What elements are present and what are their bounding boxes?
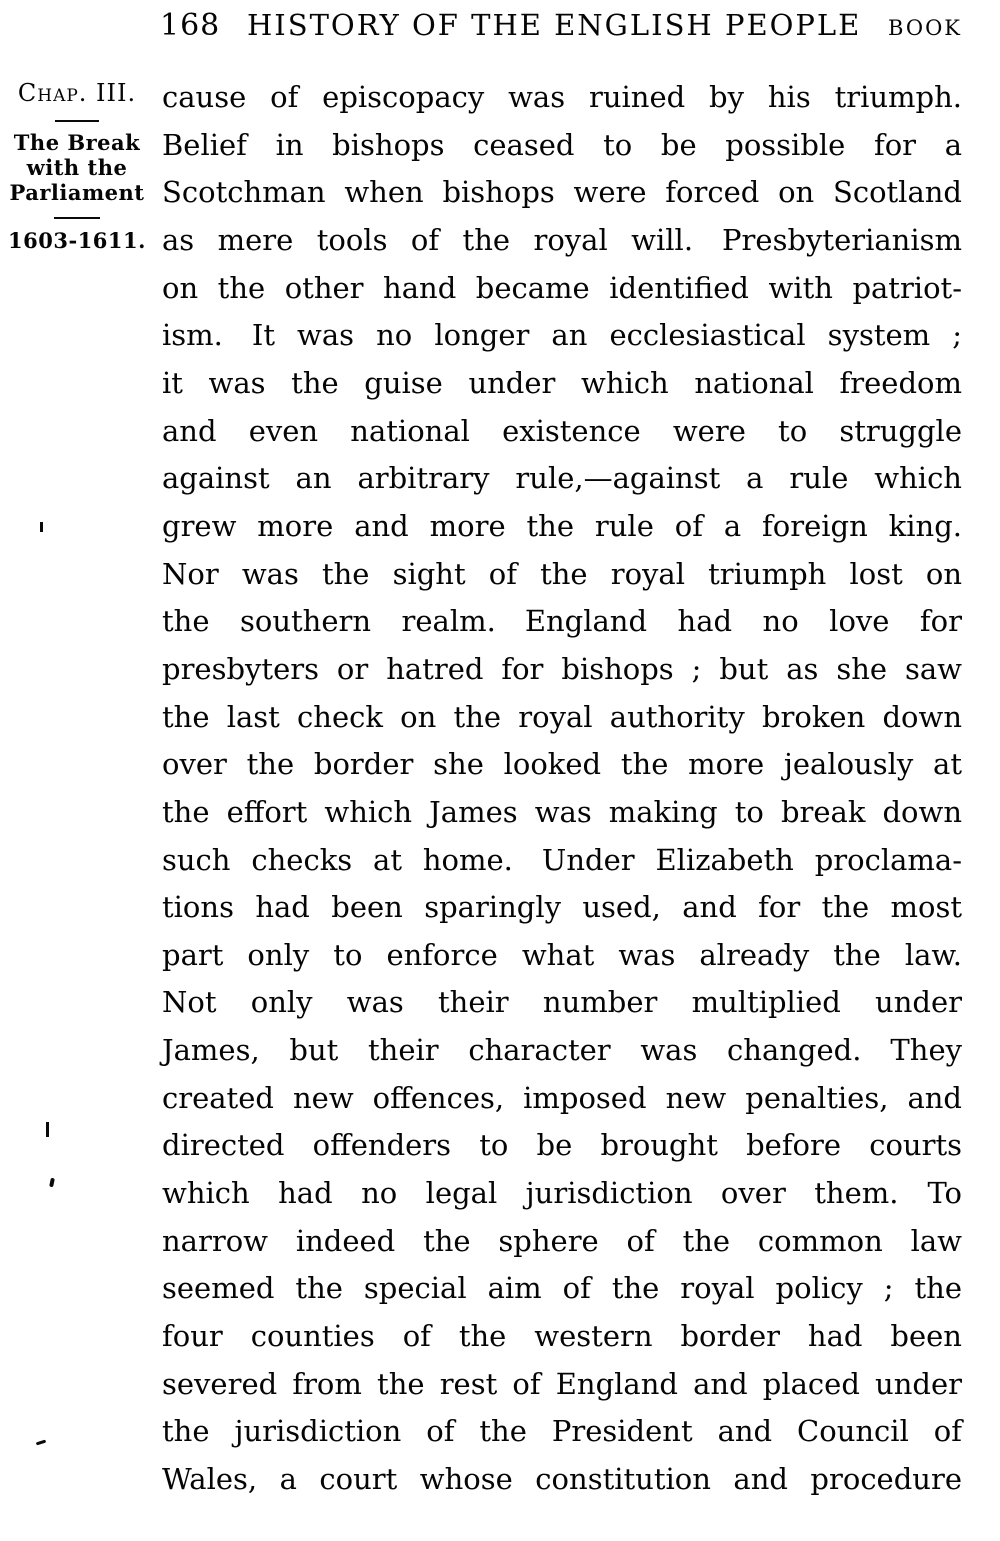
body-text-line: it was the guise under which national freedom xyxy=(162,365,962,400)
body-text-line: Scotchman when bishops were forced on Scotland xyxy=(162,175,962,210)
body-text-line: seemed the special aim of the royal policy ; the xyxy=(162,1271,962,1306)
section-title xyxy=(0,130,154,205)
body-text xyxy=(162,74,962,1504)
body-text-line: narrow indeed the sphere of the common law xyxy=(162,1223,962,1258)
body-text-line: Wales, a court whose constitution and procedure xyxy=(162,1462,962,1497)
scan-speck xyxy=(36,1440,46,1446)
scan-speck xyxy=(49,1178,55,1188)
body-text-line: and even national existence were to struggle xyxy=(162,413,962,448)
body-text-line: such checks at home. Under Elizabeth proclama- xyxy=(162,842,962,877)
body-text-line: grew more and more the rule of a foreign king. xyxy=(162,508,962,543)
page-header xyxy=(160,8,962,43)
section-title-line: The Break xyxy=(13,130,141,155)
body-text-line: Not only was their number multiplied under xyxy=(162,985,962,1020)
body-text-line: directed offenders to be brought before courts xyxy=(162,1128,962,1163)
date-range: 1603-1611. xyxy=(8,228,146,253)
page-number: 168 xyxy=(160,8,221,43)
body-text-line: Nor was the sight of the royal triumph lost on xyxy=(162,556,962,591)
section-title-line: Parliament xyxy=(9,180,145,205)
body-text-line: on the other hand became identified with patriot- xyxy=(162,270,962,305)
body-text-line: four counties of the western border had been xyxy=(162,1319,962,1354)
body-text-line: over the border she looked the more jealously at xyxy=(162,747,962,782)
body-text-line: tions had been sparingly used, and for the most xyxy=(162,890,962,925)
body-text-line: the last check on the royal authority broken down xyxy=(162,699,962,734)
book-label: BOOK xyxy=(888,16,962,40)
body-text-line: created new offences, imposed new penalties, and xyxy=(162,1080,962,1115)
scan-speck xyxy=(46,1122,49,1137)
margin-notes xyxy=(0,80,154,253)
body-text-line: cause of episcopacy was ruined by his triumph. xyxy=(162,80,962,114)
body-text-line: Belief in bishops ceased to be possible for a xyxy=(162,127,962,162)
body-text-line: which had no legal jurisdiction over them. To xyxy=(162,1176,962,1211)
body-text-line: presbyters or hatred for bishops ; but as she saw xyxy=(162,651,962,686)
running-title: HISTORY OF THE ENGLISH PEOPLE xyxy=(246,8,862,42)
body-text-line: the effort which James was making to break down xyxy=(162,794,962,829)
margin-divider xyxy=(54,217,100,219)
body-text-line: the jurisdiction of the President and Council of xyxy=(162,1414,962,1449)
body-text-line: part only to enforce what was already the law. xyxy=(162,937,962,972)
body-text-line: the southern realm. England had no love for xyxy=(162,604,962,639)
body-text-line: against an arbitrary rule,—against a rule which xyxy=(162,461,962,496)
body-text-line: severed from the rest of England and placed under xyxy=(162,1366,962,1401)
section-title-line: with the xyxy=(26,155,128,180)
margin-divider xyxy=(55,120,99,122)
body-text-line: ism. It was no longer an ecclesiastical system ; xyxy=(162,318,962,353)
body-text-line: as mere tools of the royal will. Presbyterianism xyxy=(162,222,962,257)
chapter-label: Chap. III. xyxy=(17,79,137,107)
scan-speck xyxy=(40,522,43,532)
body-text-line: James, but their character was changed. They xyxy=(162,1033,962,1068)
